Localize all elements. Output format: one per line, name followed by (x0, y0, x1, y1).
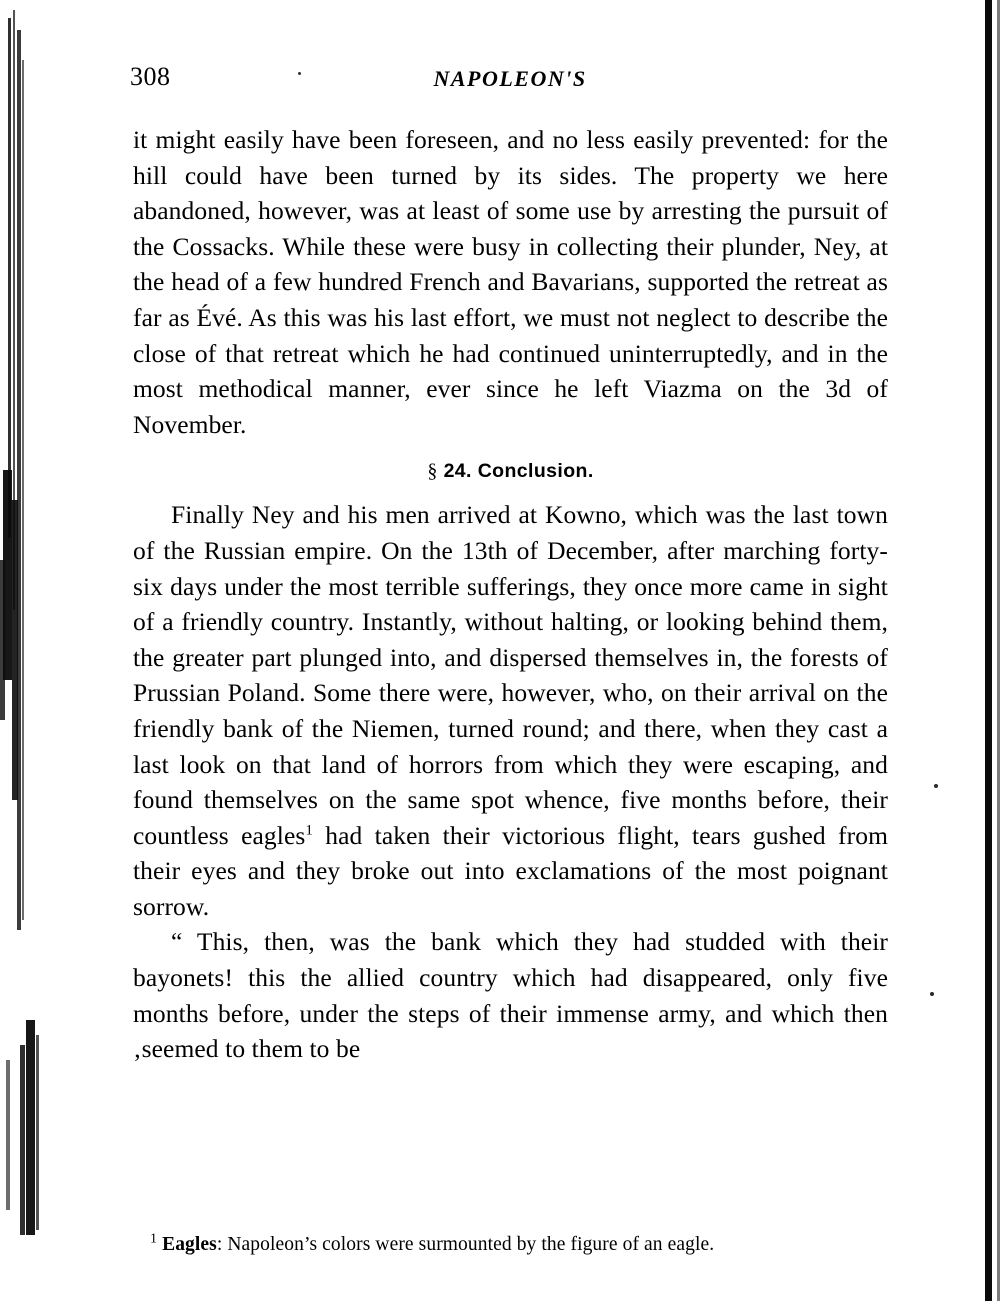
footnote-text: : Napoleon’s colors were surmounted by the figure of an eagle. (216, 1234, 715, 1255)
paragraph-3: “ This, then, was the bank which they had studded with their bayonets! this the allied country which had disappeared, only five months before, under the steps of their immense army, and which then ‚seemed to them to be (133, 927, 888, 1064)
footnote-marker: 1 (150, 1231, 158, 1247)
scan-speck (934, 784, 938, 788)
paragraph-2 (133, 497, 888, 924)
book-title-header: NAPOLEON'S (433, 66, 587, 91)
footnote (150, 1232, 888, 1258)
paragraph-1: it might easily have been foreseen, and no less easily prevented: for the hill could have been turned by its sides. The property we here abandoned, however, was at least of some use by arresting the pursuit of the Cossacks. While these were busy in collecting their plunder, Ney, at the head of a few hundred French and Bavarians, supported the retreat as far as Évé. As this was his last effort, we must not neglect to describe the close of that retreat which he had continued uninterruptedly, and in the most methodical manner, ever since he left Viazma on the 3d of November. (133, 125, 888, 439)
paragraph-2-part-b: had taken their victorious flight, tears gushed from their eyes and they broke out into exclamations of the most poignant sorrow. (133, 820, 888, 921)
paragraph-2-part-a: Finally Ney and his men arrived at Kowno, which was the last town of the Russian empire. On the 13th of December, after marching forty-six days under the most terrible sufferings, they once more came in sight of a friendly country. Instantly, without halting, or looking behind them, the greater part plunged into, and dispersed themselves in, the forests of Prussian Poland. Some there were, however, who, on their arrival on the friendly bank of the Niemen, turned round; and there, when they cast a last look on that land of horrors from which they were escaping, and found themselves on the same spot whence, five months before, their countless eagles (133, 500, 888, 850)
section-symbol: § (427, 460, 438, 483)
body-text-column (133, 122, 888, 1067)
scan-artifact-left (0, 0, 46, 1301)
page-number: 308 (130, 62, 171, 91)
section-heading (133, 460, 888, 483)
footnote-reference[interactable]: 1 (305, 822, 313, 839)
footnote-term: Eagles (162, 1234, 217, 1255)
scan-artifact-right (985, 0, 992, 1301)
running-head (130, 62, 890, 96)
scan-speck (930, 992, 934, 996)
section-heading-label: 24. Conclusion. (443, 460, 594, 483)
